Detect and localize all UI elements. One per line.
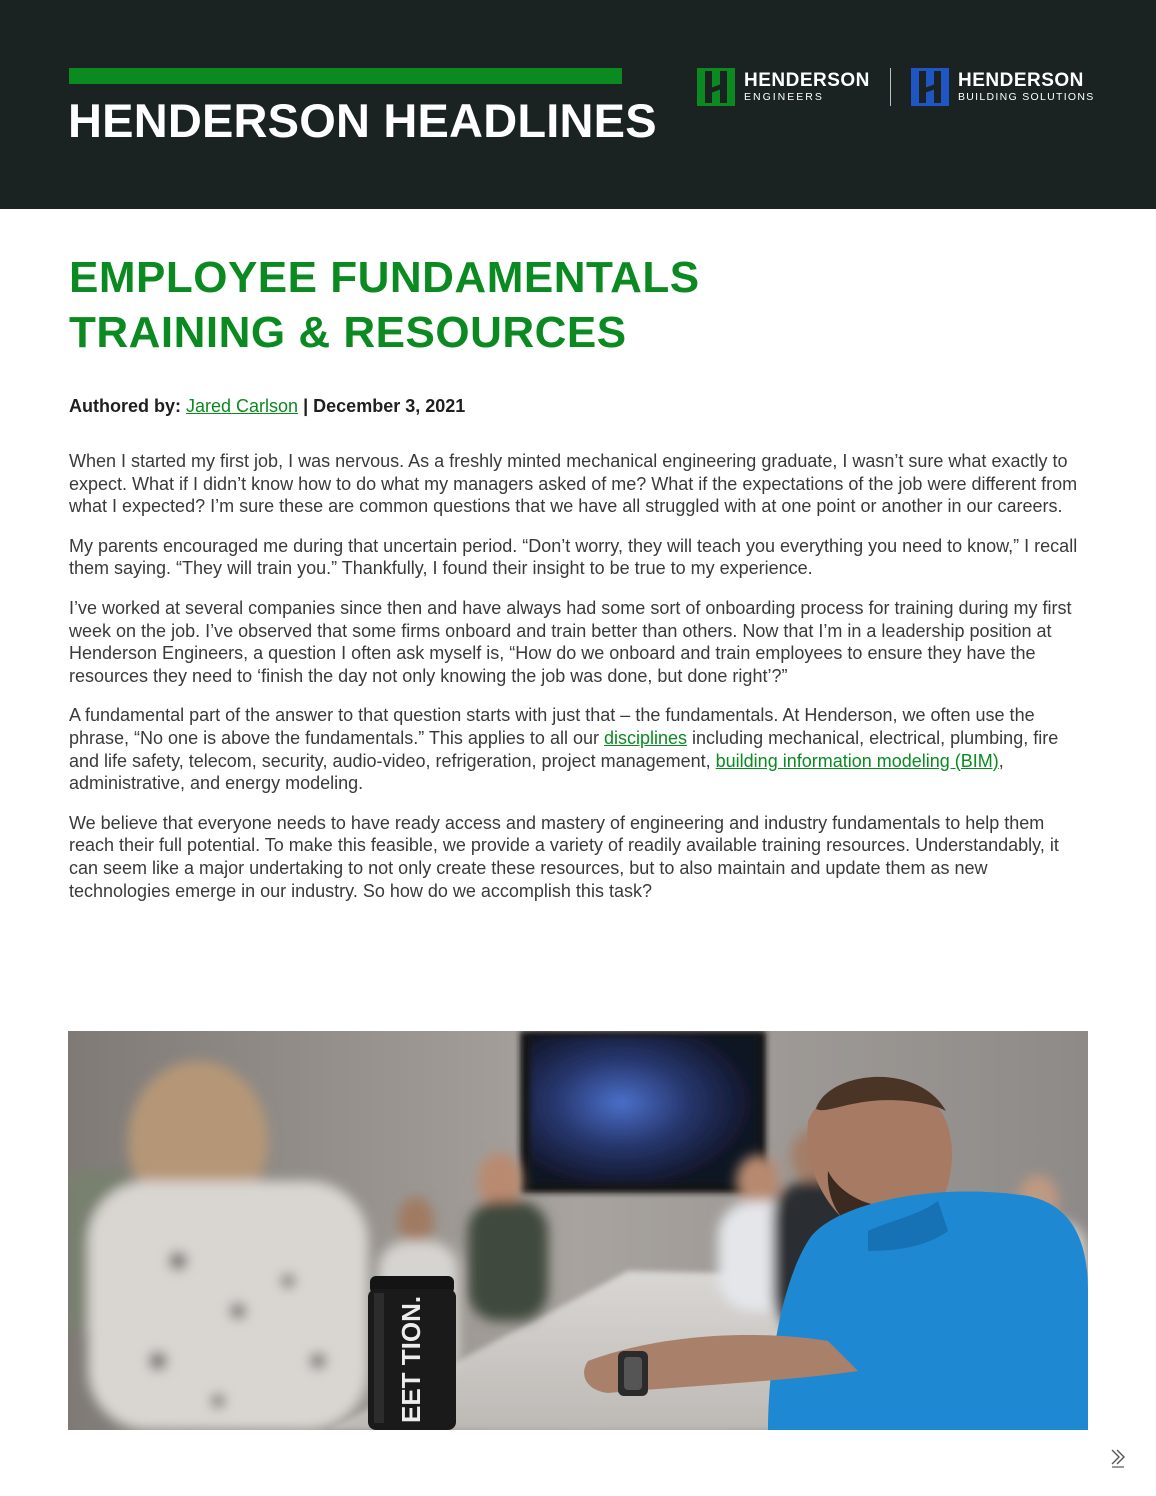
bim-link[interactable]: building information modeling (BIM) <box>715 750 999 771</box>
masthead-accent-bar <box>69 68 622 84</box>
double-chevron-right-icon <box>1109 1447 1127 1469</box>
paragraph-text: including mechanical, electrical, plumbing, fire and life safety, telecom, security, audio-video, refrigeration, project management, <box>69 727 1059 771</box>
paragraph: My parents encouraged me during that uncertain period. “Don’t worry, they will teach you everything you need to know,” I recall them saying. “They will train you.” Thankfully, I found their insight to be true to my experience. <box>69 535 1078 579</box>
henderson-mark-icon <box>911 68 949 106</box>
disciplines-link[interactable]: disciplines <box>603 727 688 748</box>
article-title-line-1: EMPLOYEE FUNDAMENTALS <box>69 253 700 302</box>
publish-date: December 3, 2021 <box>313 396 466 416</box>
paragraph-text: A fundamental part of the answer to that question starts with just that – the fundamentals. At Henderson, we often use the phrase, “No one is above the fundamentals.” This applies to all our <box>69 705 1035 748</box>
logo-name: HENDERSON <box>744 70 870 91</box>
henderson-engineers-logo[interactable] <box>697 68 870 106</box>
article-body <box>69 450 1089 919</box>
byline-label: Authored by: <box>69 396 181 416</box>
bottle-text: EET TION. <box>396 1295 426 1423</box>
paragraph: We believe that everyone needs to have ready access and mastery of engineering and industry fundamentals to help them reach their full potential. To make this feasible, we provide a variety of readily available training resources. Understandably, it can seem like a major undertaking to not only create these resources, but to also maintain and update them as new technologies emerge in our industry. So how do we accomplish this task? <box>69 812 1059 901</box>
byline <box>69 396 465 417</box>
henderson-mark-icon <box>697 68 735 106</box>
next-page-button[interactable] <box>1109 1447 1127 1469</box>
logo-divider <box>890 68 891 106</box>
logo-name: HENDERSON <box>958 70 1084 91</box>
paragraph-text: , administrative, and energy modeling. <box>69 750 1004 794</box>
article-title <box>69 250 700 360</box>
site-header <box>0 0 1156 209</box>
paragraph: When I started my first job, I was nervous. As a freshly minted mechanical engineering graduate, I wasn’t sure what exactly to expect. What if I didn’t know how to do what my managers asked of me? What if the expectations of the job were different from what I expected? I’m sure these are common questions that we have all struggled with at one point or another in our careers. <box>69 451 1078 517</box>
article-title-line-2: TRAINING & RESOURCES <box>69 308 627 357</box>
byline-separator: | <box>303 396 309 416</box>
logo-subtitle: ENGINEERS <box>744 91 824 103</box>
paragraph <box>69 704 1089 794</box>
meeting-photo <box>68 1031 1088 1430</box>
masthead-title: HENDERSON HEADLINES <box>68 94 657 147</box>
author-link[interactable]: Jared Carlson <box>186 396 299 416</box>
logo-subtitle: BUILDING SOLUTIONS <box>958 91 1095 103</box>
henderson-building-solutions-logo[interactable] <box>911 68 1095 106</box>
paragraph: I’ve worked at several companies since then and have always had some sort of onboarding process for training during my first week on the job. I’ve observed that some firms onboard and train better than others. Now that I’m in a leadership position at Henderson Engineers, a question I often ask myself is, “How do we onboard and train employees to ensure they have the resources they need to ‘finish the day not only knowing the job was done, but done right’?” <box>69 597 1072 686</box>
